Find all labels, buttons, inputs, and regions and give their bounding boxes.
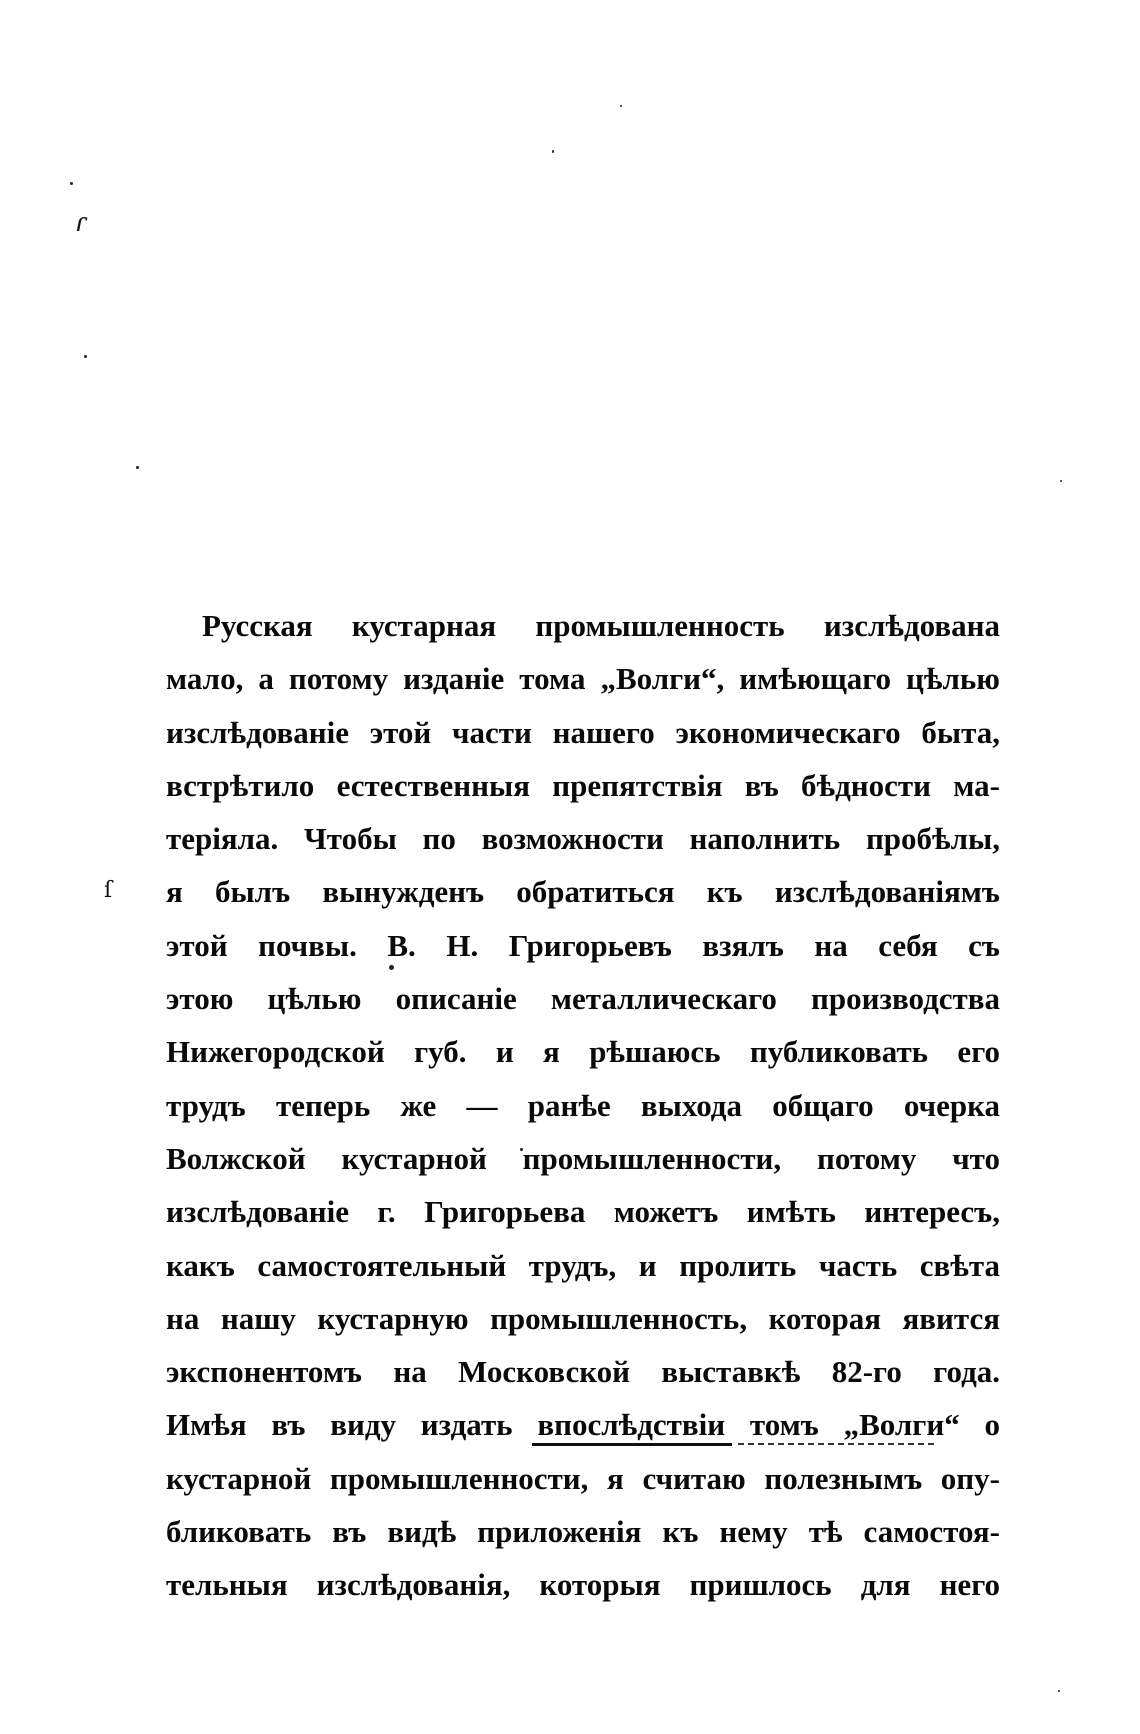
margin-pencil-mark: ſ (104, 878, 113, 903)
text-line: тельныя изслѣдованія, которыя пришлось для него (166, 1567, 1000, 1603)
paper-speck (1058, 1690, 1060, 1692)
paper-speck (84, 355, 87, 358)
text-line: Волжской кустарной промышленности, потому что (166, 1140, 1000, 1176)
text-line: экспонентомъ на Московской выставкѣ 82-го года. (166, 1354, 1000, 1390)
text-line: мало, а потому изданіе тома „Волги“, имѣющаго цѣлью (166, 661, 1000, 697)
body-text (166, 599, 1000, 1612)
paper-speck (552, 150, 554, 153)
pencil-dashed-underline (738, 1443, 934, 1445)
text-line: встрѣтило естественныя препятствія въ бѣдности ма- (166, 767, 1000, 803)
paper-speck (136, 466, 139, 469)
text-line: изслѣдованіе г. Григорьева можетъ имѣть интересъ, (166, 1194, 1000, 1230)
text-line: Имѣя въ виду издать впослѣдствіи томъ „Волги“ о (166, 1407, 1000, 1443)
text-line: Нижегородской губ. и я рѣшаюсь публиковать его (166, 1034, 1000, 1070)
text-line: на нашу кустарную промышленность, которая явится (166, 1300, 1000, 1336)
text-line: этой почвы. В. Н. Григорьевъ взялъ на себя съ (166, 927, 1000, 963)
margin-pencil-mark: ɾ (75, 208, 87, 238)
text-line: какъ самостоятельный трудъ, и пролить часть свѣта (166, 1247, 1000, 1283)
text-line: этою цѣлью описаніе металлическаго производства (166, 981, 1000, 1017)
paper-speck (1060, 480, 1062, 482)
text-line: теріяла. Чтобы по возможности наполнить пробѣлы, (166, 821, 1000, 857)
text-line: изслѣдованіе этой части нашего экономическаго быта, (166, 714, 1000, 750)
text-line: трудъ теперь же — ранѣе выхода общаго очерка (166, 1087, 1000, 1123)
text-line: бликовать въ видѣ приложенія къ нему тѣ самостоя- (166, 1514, 1000, 1550)
text-line: кустарной промышленности, я считаю полезнымъ опу- (166, 1460, 1000, 1496)
paper-speck (620, 105, 622, 107)
text-line: Русская кустарная промышленность изслѣдована (202, 608, 1000, 643)
text-line: я былъ вынужденъ обратиться къ изслѣдованіямъ (166, 874, 1000, 910)
paper-speck (70, 182, 73, 185)
pencil-underline (532, 1443, 732, 1446)
